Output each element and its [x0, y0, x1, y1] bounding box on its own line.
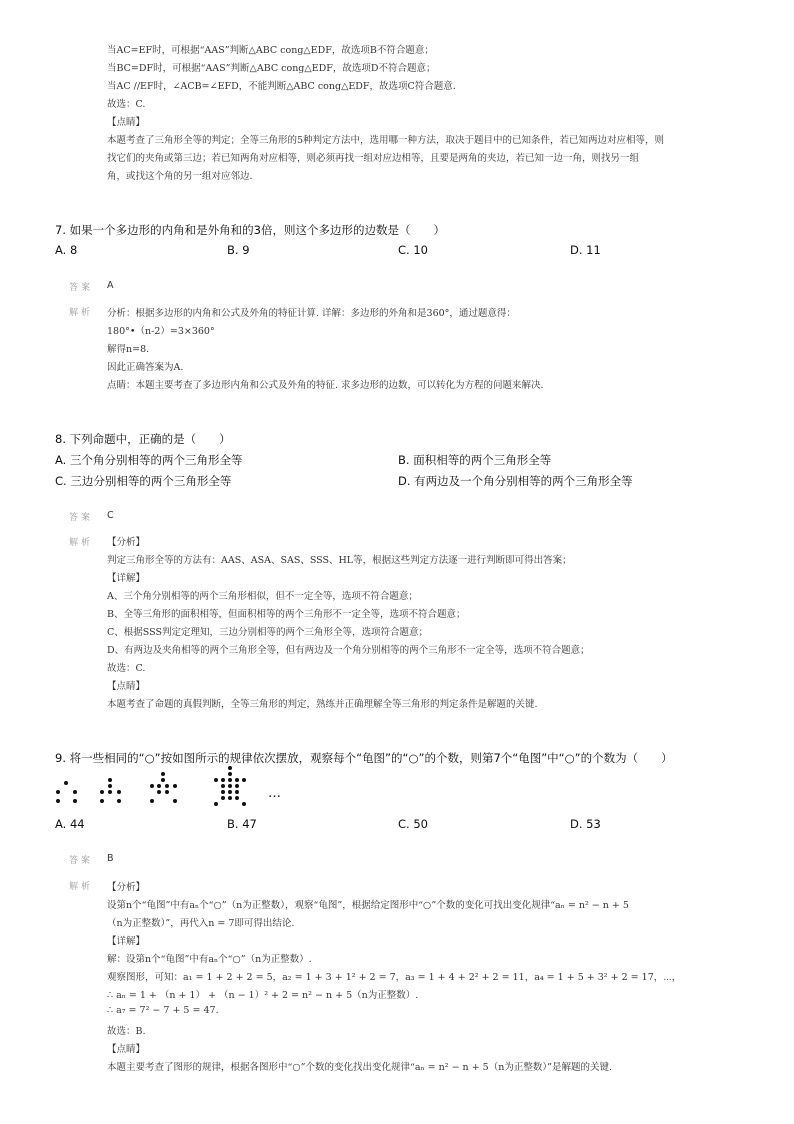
turtle-figure-1: [55, 780, 79, 804]
q8-option-a: A. 三个角分别相等的两个三角形全等: [55, 453, 243, 467]
prev-explanation-line: 找它们的夹角或第三边；若已知两角对应相等，则必须再找一组对应边相等，且要是两角的夹边，若已知一边一角，则找另一组: [107, 153, 640, 164]
q9-analysis-line: 故选：B.: [107, 1026, 146, 1037]
q8-answer: C: [107, 510, 114, 521]
q7-answer-tag: 答案: [69, 283, 94, 293]
prev-explanation-line: 本题考查了三角形全等的判定；全等三角形的5种判定方法中，选用哪一种方法，取决于题目中的已知条件，若已知两边对应相等，则: [107, 135, 665, 146]
q9-option-b: B. 47: [227, 817, 257, 831]
q8-analysis-line: 判定三角形全等的方法有：AAS、ASA、SAS、SSS、HL等，根据这些判定方法逐一进行判断即可得出答案；: [107, 555, 572, 566]
prev-explanation-line: 当BC=DF时，可根据“AAS”判断△ABC cong△EDF，故选项D不符合题意；: [107, 63, 436, 74]
q8-analysis-line: D、有两边及夹角相等的两个三角形全等，但有两边及一个角分别相等的两个三角形不一定全等，选项不符合题意；: [107, 645, 590, 656]
turtle-ellipsis: …: [268, 786, 281, 801]
q8-analysis-line: B、全等三角形的面积相等，但面积相等的两个三角形不一定全等，选项不符合题意；: [107, 609, 466, 620]
q9-analysis-line: （n为正整数）”，再代入n = 7即可得出结论.: [107, 918, 295, 929]
q9-analysis-line: 【分析】: [107, 882, 146, 893]
prev-explanation-line: 当AC //EF时，∠ACB=∠EFD，不能判断△ABC cong△EDF，故选项C符合题意.: [107, 81, 456, 92]
q7-analysis-tag: 解析: [69, 308, 94, 318]
q7-analysis-line: 因此正确答案为A.: [107, 362, 184, 373]
q9-option-c: C. 50: [398, 817, 428, 831]
q7-analysis-line: 点睛：本题主要考查了多边形内角和公式及外角的特征. 求多边形的边数，可以转化为方程的问题来解决.: [107, 380, 544, 391]
q8-stem: 8. 下列命题中，正确的是（ ）: [55, 432, 231, 446]
q7-answer: A: [107, 280, 114, 291]
prev-explanation-line: 当AC=EF时，可根据“AAS”判断△ABC cong△EDF，故选项B不符合题意；: [107, 45, 434, 56]
q8-analysis-line: 故选：C.: [107, 663, 146, 674]
q8-analysis-tag: 解析: [69, 538, 94, 548]
q9-answer: B: [107, 853, 114, 864]
q9-analysis-line: 【详解】: [107, 936, 146, 947]
q9-option-a: A. 44: [55, 817, 85, 831]
q9-stem: 9. 将一些相同的“○”按如图所示的规律依次摆放，观察每个“龟图”的“○”的个数，则第7个“龟图”中“○”的个数为（ ）: [55, 751, 673, 765]
q7-option-c: C. 10: [398, 243, 428, 257]
q9-analysis-line: 【点睛】: [107, 1044, 146, 1055]
q9-option-d: D. 53: [570, 817, 601, 831]
q7-analysis-line: 分析：根据多边形的内角和公式及外角的特征计算. 详解：多边形的外角和是360°，通过题意得：: [107, 308, 516, 319]
q8-option-b: B. 面积相等的两个三角形全等: [398, 453, 552, 467]
prev-explanation-line: 【点睛】: [107, 117, 146, 128]
q7-analysis-line: 180°•（n-2）=3×360°: [107, 326, 215, 337]
q7-analysis-line: 解得n=8.: [107, 344, 150, 355]
q8-analysis-line: 【分析】: [107, 537, 146, 548]
q8-option-d: D. 有两边及一个角分别相等的两个三角形全等: [398, 474, 633, 488]
q9-analysis-line: 解：设第n个“龟图”中有aₙ个“○”（n为正整数）.: [107, 954, 312, 965]
turtle-figure-4: [212, 765, 248, 807]
q9-analysis-tag: 解析: [69, 882, 94, 892]
q9-analysis-line: ∴ a₇ = 7² − 7 + 5 = 47.: [107, 1005, 219, 1016]
turtle-figure-3: [148, 771, 180, 805]
q7-option-b: B. 9: [227, 243, 250, 257]
q8-analysis-line: 【点睛】: [107, 681, 146, 692]
q8-analysis-line: C、根据SSS判定定理知，三边分别相等的两个三角形全等，选项符合题意；: [107, 627, 428, 638]
q8-analysis-line: 【详解】: [107, 573, 146, 584]
prev-explanation-line: 故选：C.: [107, 99, 146, 110]
q9-analysis-line: ∴ aₙ = 1 + （n + 1） + （n − 1）² + 2 = n² − n + 5（n为正整数）.: [107, 990, 419, 1001]
q9-analysis-line: 观察图形，可知：a₁ = 1 + 2 + 2 = 5，a₂ = 1 + 3 + 1² + 2 = 7，a₃ = 1 + 4 + 2² + 2 = 11，a₄ = 1 + 5 + 3² + 2 = 17，⋯，: [107, 972, 682, 983]
q7-option-d: D. 11: [570, 243, 601, 257]
q7-stem: 7. 如果一个多边形的内角和是外角和的3倍，则这个多边形的边数是（ ）: [55, 223, 445, 237]
q9-answer-tag: 答案: [69, 856, 94, 866]
q7-option-a: A. 8: [55, 243, 78, 257]
q8-analysis-line: 本题考查了命题的真假判断，全等三角形的判定，熟练并正确理解全等三角形的判定条件是解题的关键.: [107, 699, 538, 710]
q8-answer-tag: 答案: [69, 513, 94, 523]
q8-analysis-line: A、三个角分别相等的两个三角形相似，但不一定全等，选项不符合题意；: [107, 591, 418, 602]
prev-explanation-line: 角，或找这个角的另一组对应邻边.: [107, 171, 253, 182]
q9-analysis-line: 设第n个“龟图”中有aₙ个“○”（n为正整数），观察“龟图”，根据给定图形中“○”个数的变化可找出变化规律“aₙ = n² − n + 5: [107, 900, 629, 911]
q9-analysis-line: 本题主要考查了图形的规律，根据各图形中“○”个数的变化找出变化规律“aₙ = n² − n + 5（n为正整数）”是解题的关键.: [107, 1062, 612, 1073]
turtle-figure-2: [99, 777, 123, 805]
q8-option-c: C. 三边分别相等的两个三角形全等: [55, 474, 232, 488]
